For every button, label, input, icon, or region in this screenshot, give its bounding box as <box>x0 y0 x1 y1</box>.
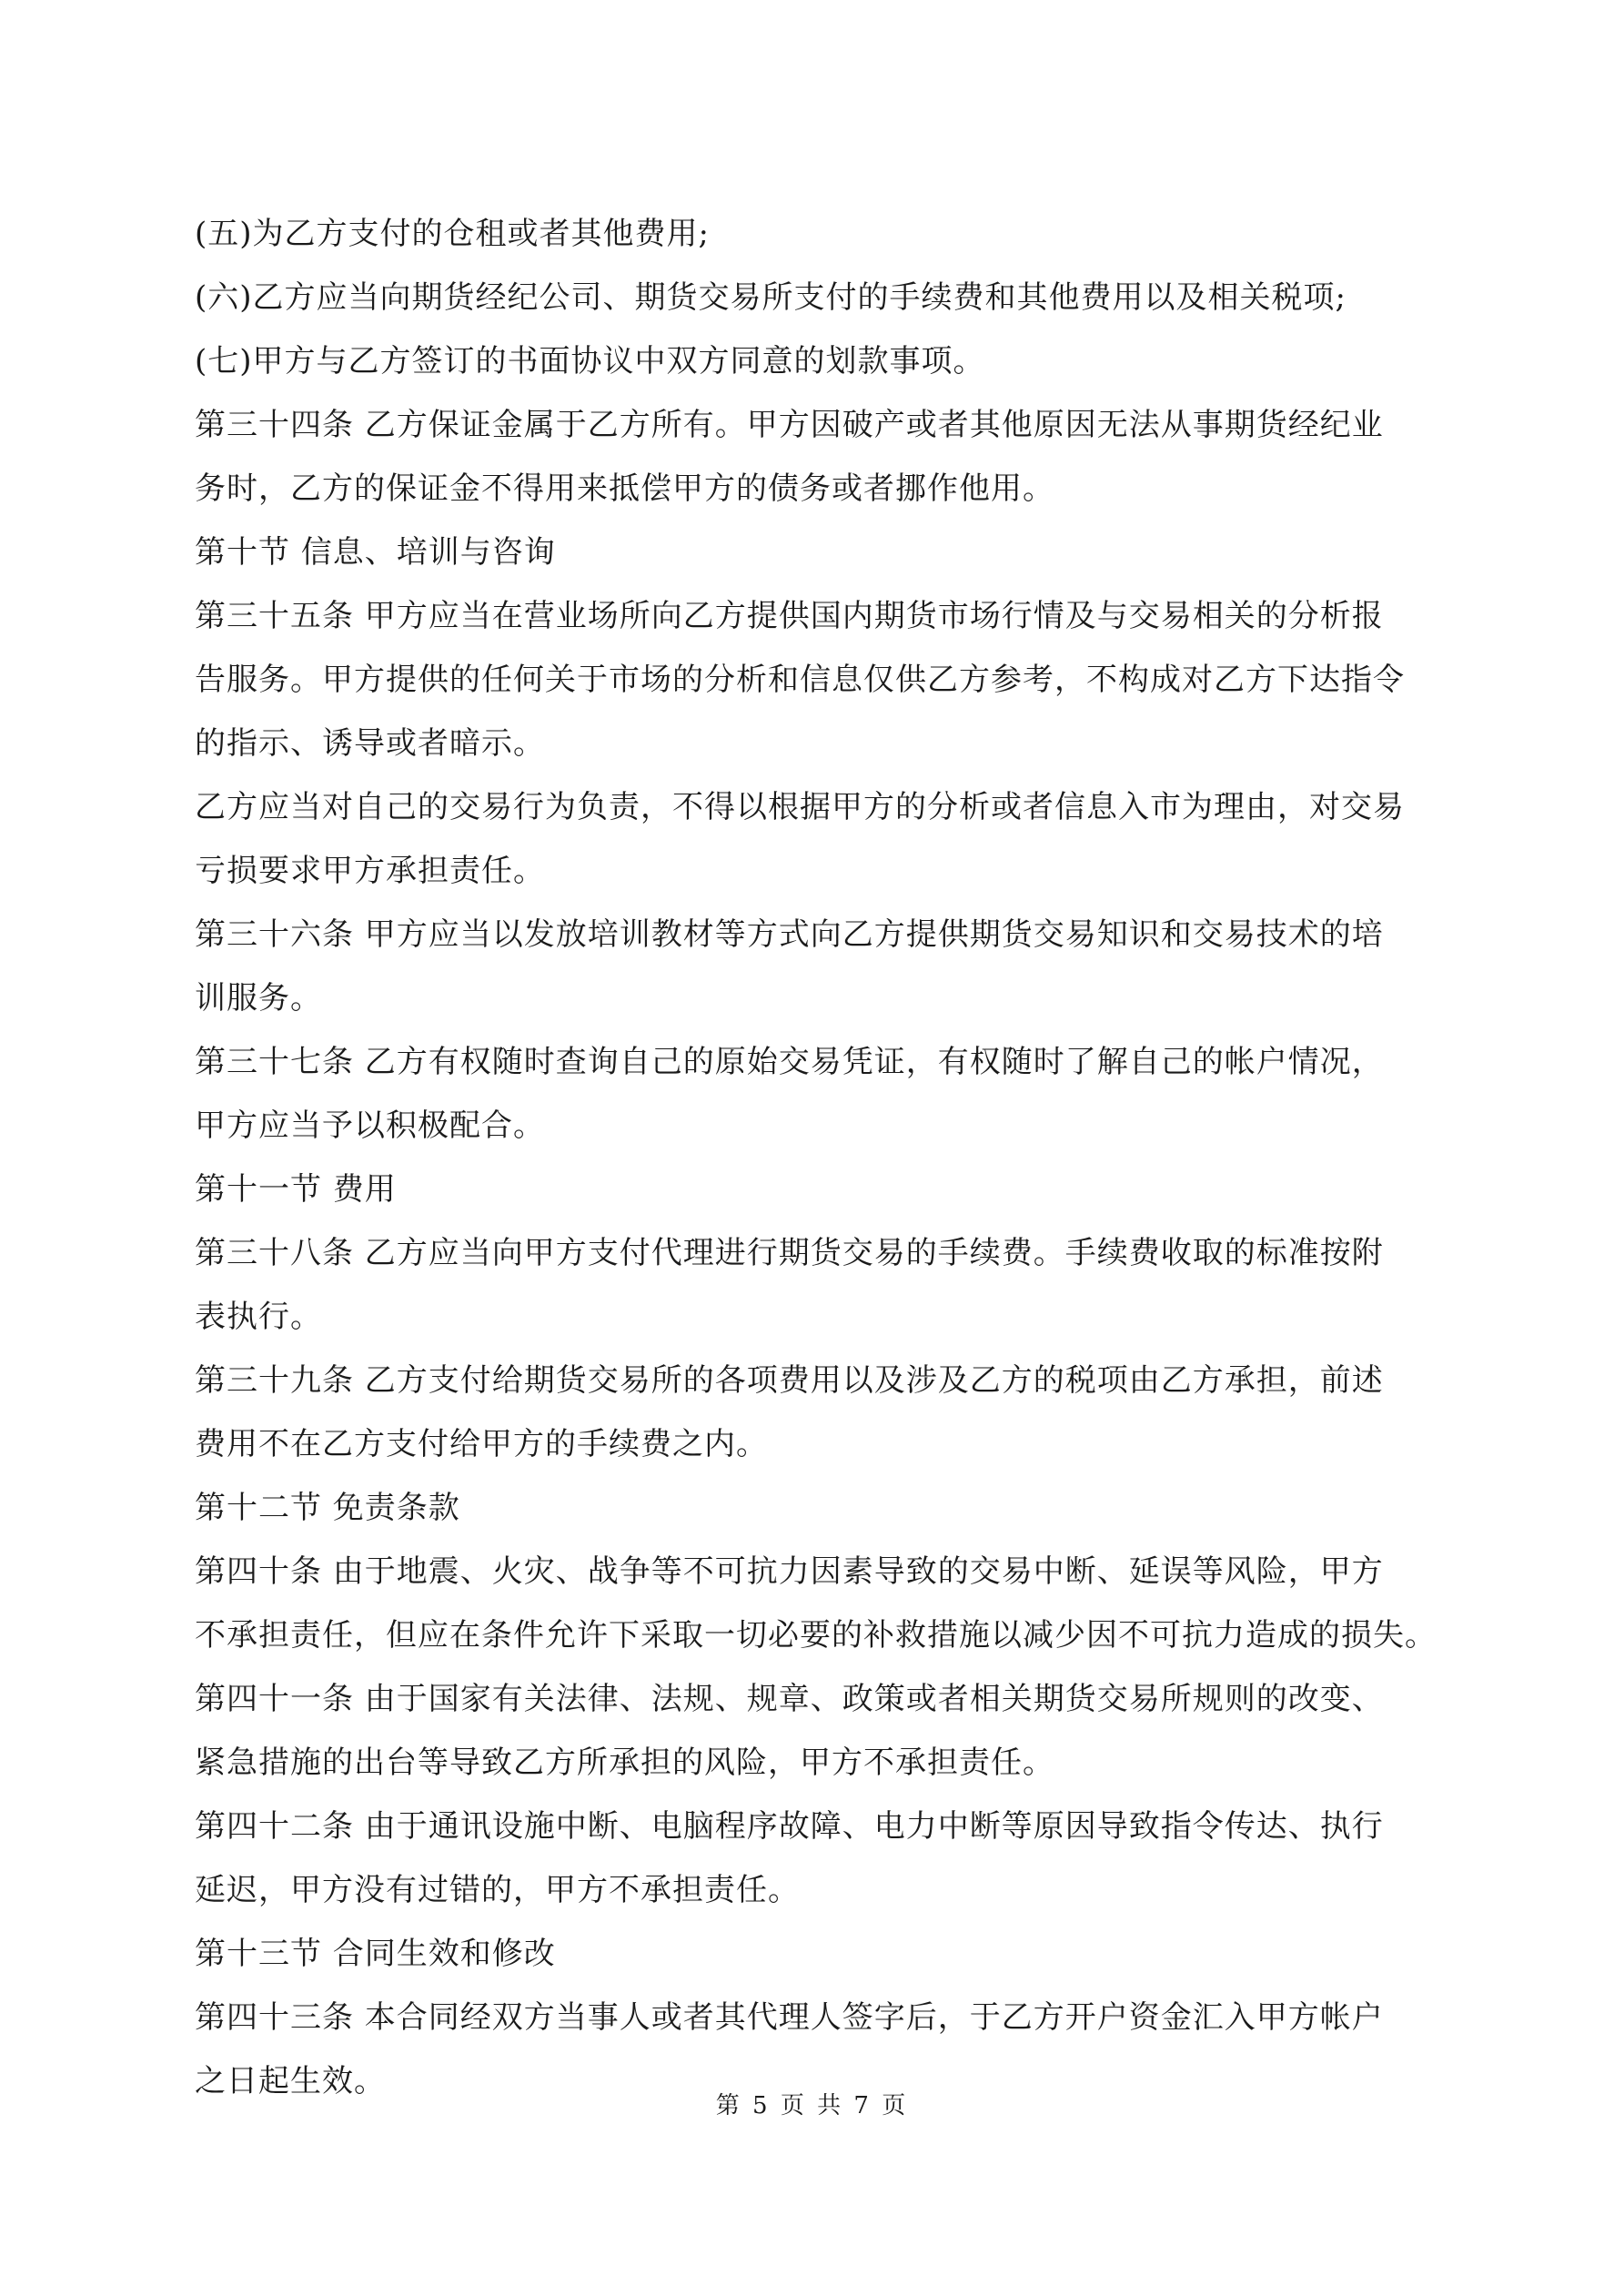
text-line: 乙方应当对自己的交易行为负责，不得以根据甲方的分析或者信息入市为理由，对交易 <box>195 789 1405 825</box>
text-line: 第四十三条 本合同经双方当事人或者其代理人签字后，于乙方开户资金汇入甲方帐户 <box>195 1999 1384 2036</box>
section-heading: 第十三节 合同生效和修改 <box>195 1936 556 1972</box>
text-line: 表执行。 <box>195 1299 322 1335</box>
text-line: 第三十九条 乙方支付给期货交易所的各项费用以及涉及乙方的税项由乙方承担，前述 <box>195 1362 1384 1399</box>
text-line: 第三十六条 甲方应当以发放培训教材等方式向乙方提供期货交易知识和交易技术的培 <box>195 916 1384 953</box>
text-line: 亏损要求甲方承担责任。 <box>195 853 545 889</box>
text-line: 第三十五条 甲方应当在营业场所向乙方提供国内期货市场行情及与交易相关的分析报 <box>195 598 1384 634</box>
text-line: 训服务。 <box>195 980 322 1017</box>
text-line: 务时，乙方的保证金不得用来抵偿甲方的债务或者挪作他用。 <box>195 470 1054 507</box>
text-line: 甲方应当予以积极配合。 <box>195 1108 545 1144</box>
text-line: 费用不在乙方支付给甲方的手续费之内。 <box>195 1426 768 1462</box>
section-heading: 第十一节 费用 <box>195 1171 397 1208</box>
text-line: (六)乙方应当向期货经纪公司、期货交易所支付的手续费和其他费用以及相关税项; <box>195 279 1347 316</box>
text-line: 紧急措施的出台等导致乙方所承担的风险，甲方不承担责任。 <box>195 1745 1054 1781</box>
document-body <box>195 202 1450 2113</box>
text-line: 告服务。甲方提供的任何关于市场的分析和信息仅供乙方参考，不构成对乙方下达指令 <box>195 662 1405 698</box>
text-line: 第三十八条 乙方应当向甲方支付代理进行期货交易的手续费。手续费收取的标准按附 <box>195 1235 1384 1271</box>
page-footer: 第 5 页 共 7 页 <box>715 2092 909 2119</box>
section-heading: 第十节 信息、培训与咨询 <box>195 534 556 571</box>
text-line: 的指示、诱导或者暗示。 <box>195 725 545 762</box>
text-line: 延迟，甲方没有过错的，甲方不承担责任。 <box>195 1872 800 1908</box>
text-line: 不承担责任，但应在条件允许下采取一切必要的补救措施以减少因不可抗力造成的损失。 <box>195 1617 1437 1654</box>
text-line: 第三十七条 乙方有权随时查询自己的原始交易凭证，有权随时了解自己的帐户情况， <box>195 1044 1384 1080</box>
text-line: 第四十一条 由于国家有关法律、法规、规章、政策或者相关期货交易所规则的改变、 <box>195 1681 1384 1717</box>
text-line: 之日起生效。 <box>195 2063 386 2099</box>
text-line: (五)为乙方支付的仓租或者其他费用; <box>195 216 710 252</box>
text-line: 第三十四条 乙方保证金属于乙方所有。甲方因破产或者其他原因无法从事期货经纪业 <box>195 407 1384 443</box>
text-line: 第四十二条 由于通讯设施中断、电脑程序故障、电力中断等原因导致指令传达、执行 <box>195 1808 1384 1845</box>
text-line: 第四十条 由于地震、火灾、战争等不可抗力因素导致的交易中断、延误等风险，甲方 <box>195 1553 1384 1590</box>
text-line: (七)甲方与乙方签订的书面协议中双方同意的划款事项。 <box>195 343 985 379</box>
section-heading: 第十二节 免责条款 <box>195 1490 460 1526</box>
